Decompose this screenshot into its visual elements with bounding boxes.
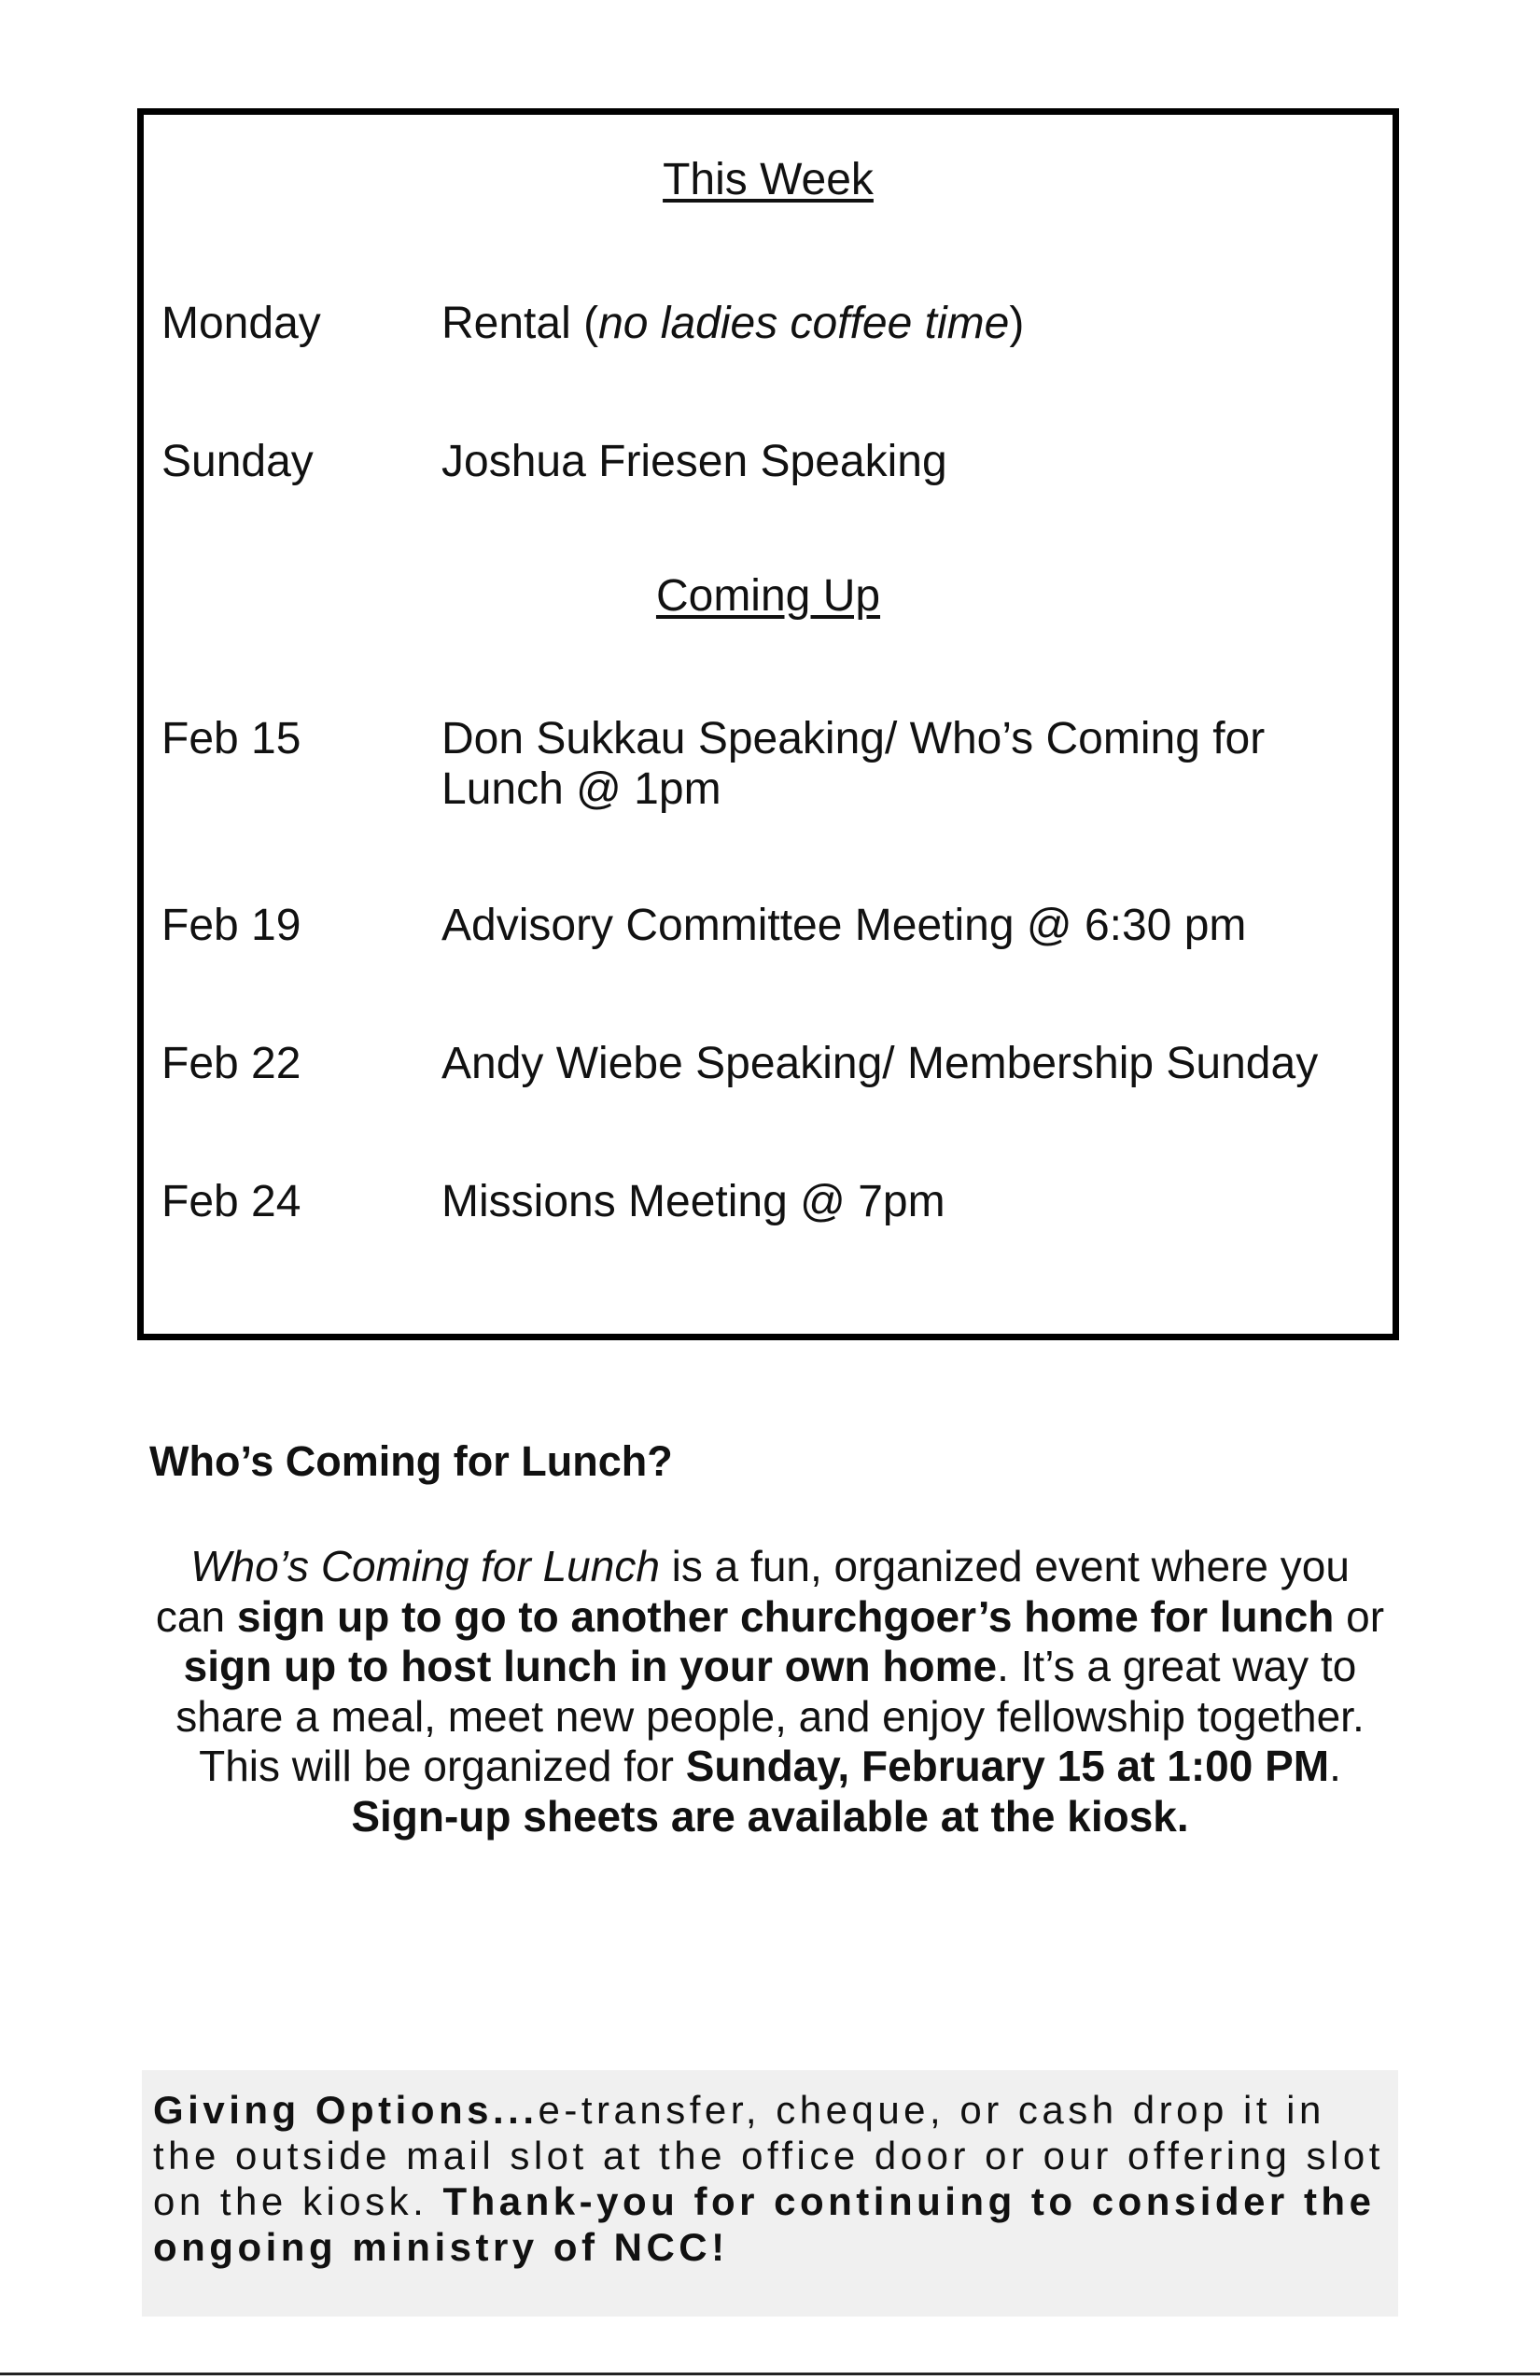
event-description: Missions Meeting @ 7pm [441, 1177, 945, 1226]
lunch-date: Sunday, February 15 at 1:00 PM [685, 1742, 1330, 1790]
event-date: Feb 19 [161, 901, 301, 950]
event-description: Joshua Friesen Speaking [441, 437, 947, 486]
event-note: no ladies coffee time [598, 299, 1010, 348]
giving-title: Giving Options... [153, 2088, 539, 2132]
event-description: Advisory Committee Meeting @ 6:30 pm [441, 901, 1247, 950]
event-description: Rental (no ladies coffee time) [441, 299, 1025, 348]
giving-thanks: Thank-you for continuing to consider the ongoing ministry of NCC! [153, 2179, 1376, 2269]
signup-note: Sign-up sheets are available at the kiosk. [351, 1791, 1189, 1841]
event-description: Don Sukkau Speaking/ Who’s Coming for Lunch @ 1pm [441, 714, 1266, 814]
coming-up-heading: Coming Up [655, 571, 881, 621]
lunch-event-title: Who’s Coming for Lunch [190, 1542, 660, 1590]
event-date: Feb 24 [161, 1177, 301, 1226]
bottom-divider [0, 2373, 1540, 2375]
schedule-box [137, 108, 1399, 1340]
lunch-description: Who’s Coming for Lunch is a fun, organized event where you can sign up to go to another churchgoer’s home for lunch or sign up to host lunch in your own home. It’s a great way to share a meal, meet new people, and enjoy fellowship together. This will be organized for Sunday, February 15 at 1:00 PM. Sign-up sheets are available at the kiosk. [155, 1542, 1385, 1841]
giving-text: e-transfer, cheque, or cash drop it in the outside mail slot at the office door or our offering slot on the kiosk. [153, 2088, 1384, 2223]
lunch-highlight: sign up to go to another churchgoer’s home for lunch [236, 1591, 1335, 1641]
lunch-highlight: sign up to host lunch in your own home [183, 1642, 998, 1690]
event-date: Feb 15 [161, 714, 301, 763]
event-date: Feb 22 [161, 1039, 301, 1088]
event-description: Andy Wiebe Speaking/ Membership Sunday [441, 1039, 1319, 1088]
this-week-heading: This Week [663, 155, 874, 204]
event-date: Monday [161, 299, 321, 348]
giving-options-box [142, 2070, 1398, 2317]
lunch-heading: Who’s Coming for Lunch? [149, 1437, 673, 1485]
event-date: Sunday [161, 437, 314, 486]
